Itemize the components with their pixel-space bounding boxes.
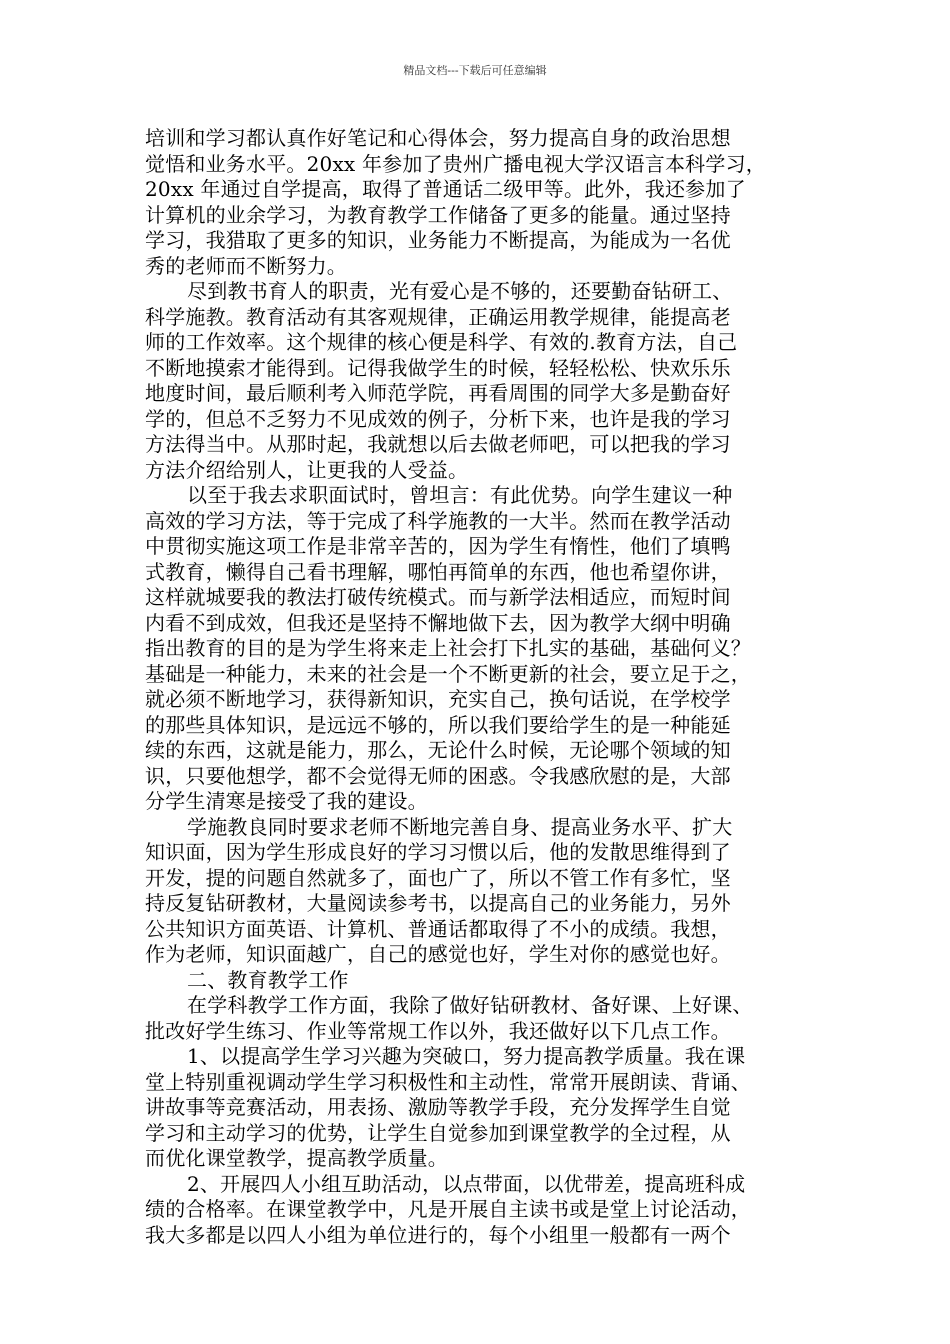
text-line: 二、教育教学工作	[187, 967, 349, 992]
paragraph	[145, 815, 825, 968]
text-line: 知识面，因为学生形成良好的学习习惯以后，他的发散思维得到了	[145, 840, 731, 864]
text-line: 指出教育的目的是为学生将来走上社会打下扎实的基础，基础何义？	[145, 636, 751, 660]
text-line: 学习，我猎取了更多的知识，业务能力不断提高，为能成为一名优	[145, 228, 731, 252]
text-line: 中贯彻实施这项工作是非常辛苦的，因为学生有惰性，他们了填鸭	[145, 534, 731, 558]
text-line: 培训和学习都认真作好笔记和心得体会，努力提高自身的政治思想	[145, 126, 731, 150]
paragraph	[145, 993, 825, 1044]
text-line: 师的工作效率。这个规律的核心便是科学、有效的.教育方法，自己	[145, 330, 738, 354]
text-line: 讲故事等竞赛活动，用表扬、激励等教学手段，充分发挥学生自觉	[145, 1095, 731, 1119]
text-line: 不断地摸索才能得到。记得我做学生的时候，轻轻松松、快欢乐乐	[145, 355, 731, 380]
text-line: 以至于我去求职面试时，曾坦言：有此优势。向学生建议一种	[187, 483, 733, 507]
paragraph	[145, 1172, 825, 1249]
text-line: 2、开展四人小组互助活动，以点带面，以优带差，提高班科成	[187, 1171, 746, 1196]
text-line: 方法介绍给别人，让更我的人受益。	[145, 457, 469, 482]
text-line: 学施教良同时要求老师不断地完善自身、提高业务水平、扩大	[187, 814, 733, 839]
text-line: 20xx 年通过自学提高，取得了普通话二级甲等。此外，我还参加了	[145, 177, 746, 201]
text-line: 秀的老师而不断努力。	[145, 253, 347, 278]
text-line: 就必须不断地学习，获得新知识，充实自己，换句话说，在学校学	[145, 687, 731, 711]
text-line: 绩的合格率。在课堂教学中，凡是开展自主读书或是堂上讨论活动，	[145, 1197, 751, 1221]
text-line: 高效的学习方法，等于完成了科学施教的一大半。然而在教学活动	[145, 508, 731, 533]
text-line: 开发，提的问题自然就多了，面也广了，所以不管工作有多忙，坚	[145, 865, 731, 890]
text-line: 这样就城要我的教法打破传统模式。而与新学法相适应，而短时间	[145, 585, 731, 609]
text-line: 在学科教学工作方面，我除了做好钻研教材、备好课、上好课、	[187, 993, 753, 1017]
text-line: 觉悟和业务水平。20xx 年参加了贵州广播电视大学汉语言本科学习，	[145, 151, 766, 176]
document-body	[145, 126, 825, 1248]
text-line: 识，只要他想学，都不会觉得无师的困惑。令我感欣慰的是，大部	[145, 763, 731, 788]
text-line: 而优化课堂教学，提高教学质量。	[145, 1146, 448, 1170]
text-line: 计算机的业余学习，为教育教学工作储备了更多的能量。通过坚持	[145, 202, 731, 227]
text-line: 内看不到成效，但我还是坚持不懈地做下去，因为教学大纲中明确	[145, 610, 731, 635]
text-line: 尽到教书育人的职责，光有爱心是不够的，还要勤奋钻研工、	[187, 279, 733, 303]
text-line: 方法得当中。从那时起，我就想以后去做老师吧，可以把我的学习	[145, 432, 731, 456]
text-line: 科学施教。教育活动有其客观规律，正确运用教学规律，能提高老	[145, 304, 731, 329]
text-line: 作为老师，知识面越广，自己的感觉也好，学生对你的感觉也好。	[145, 942, 731, 966]
text-line: 1、以提高学生学习兴趣为突破口，努力提高教学质量。我在课	[187, 1044, 746, 1068]
text-line: 持反复钻研教材，大量阅读参考书，以提高自己的业务能力，另外	[145, 891, 731, 915]
paragraph	[145, 1044, 825, 1172]
text-line: 学的，但总不乏努力不见成效的例子，分析下来，也许是我的学习	[145, 406, 731, 431]
text-line: 续的东西，这就是能力，那么，无论什么时候，无论哪个领域的知	[145, 738, 731, 762]
text-line: 堂上特别重视调动学生学习积极性和主动性，常常开展朗读、背诵、	[145, 1069, 751, 1094]
text-line: 式教育，懒得自己看书理解，哪怕再简单的东西，他也希望你讲，	[145, 559, 731, 584]
text-line: 学习和主动学习的优势，让学生自觉参加到课堂教学的全过程，从	[145, 1120, 731, 1145]
text-line: 分学生清寒是接受了我的建设。	[145, 789, 428, 813]
page-header: 精品文档---下载后可任意编辑	[403, 64, 547, 77]
text-line: 公共知识方面英语、计算机、普通话都取得了不小的成绩。我想，	[145, 916, 731, 941]
paragraph	[145, 483, 825, 815]
text-line: 的那些具体知识，是远远不够的，所以我们要给学生的是一种能延	[145, 712, 731, 737]
text-line: 基础是一种能力，未来的社会是一个不断更新的社会，要立足于之，	[145, 661, 751, 686]
text-line: 批改好学生练习、作业等常规工作以外，我还做好以下几点工作。	[145, 1018, 731, 1043]
paragraph	[145, 126, 825, 279]
text-line: 地度时间，最后顺利考入师范学院，再看周围的同学大多是勤奋好	[145, 381, 731, 405]
paragraph	[145, 968, 825, 994]
paragraph	[145, 279, 825, 483]
text-line: 我大多都是以四人小组为单位进行的，每个小组里一般都有一两个	[145, 1222, 731, 1247]
